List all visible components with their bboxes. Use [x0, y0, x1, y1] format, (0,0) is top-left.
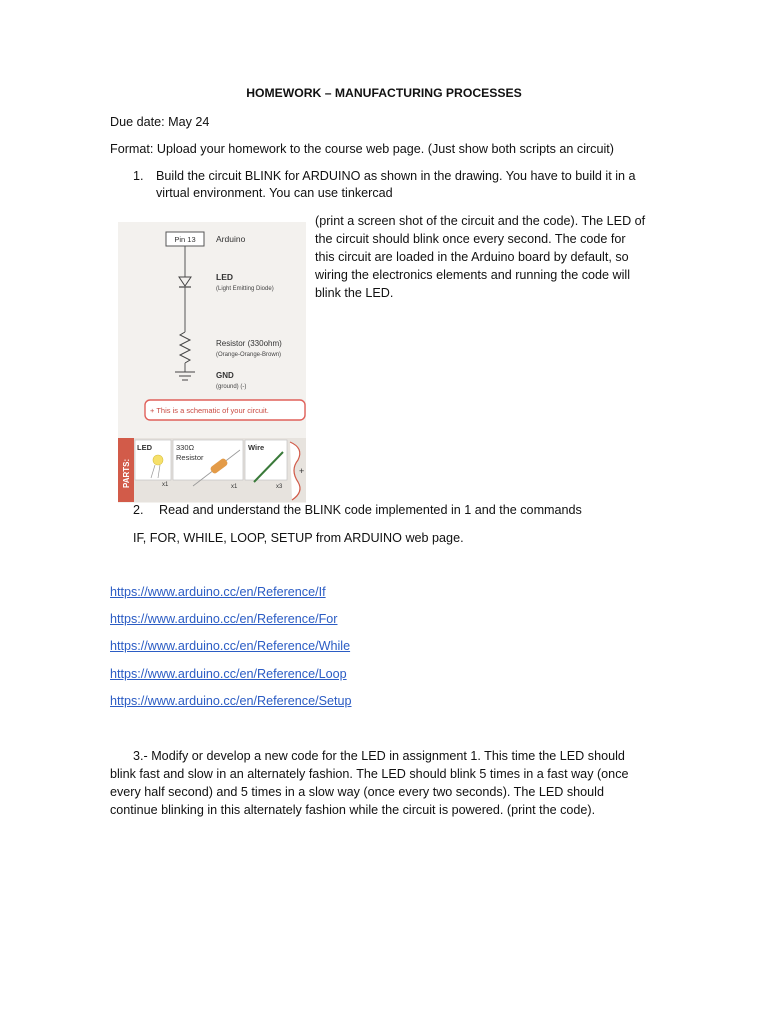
item2-number: 2.: [133, 503, 144, 517]
part-resistor-qty: x1: [231, 484, 238, 490]
resistor-label: Resistor (330ohm): [216, 339, 282, 348]
side-line: blink the LED.: [315, 286, 394, 300]
item3-line4: continue blinking in this alternately fashion while the circuit is powered. (print the code).: [110, 803, 596, 817]
gnd-sublabel: (ground) (-): [216, 384, 247, 390]
parts-strip: [118, 438, 306, 502]
due-date: Due date: May 24: [110, 115, 210, 129]
item1-line1: Build the circuit BLINK for ARDUINO as shown in the drawing. You have to build it in a: [156, 169, 636, 183]
item3-line1: 3.- Modify or develop a new code for the LED in assignment 1. This time the LED should: [133, 749, 625, 763]
part-led-qty: x1: [162, 482, 169, 488]
format-instructions: Format: Upload your homework to the course web page. (Just show both scripts an circuit): [110, 142, 614, 156]
item3-line3: every half second) and 5 times in a slow way (once every two seconds). The LED should: [110, 785, 604, 799]
part-resistor-label: Resistor: [176, 453, 204, 462]
item1-line2: virtual environment. You can use tinkercad: [156, 186, 393, 200]
gnd-label: GND: [216, 371, 234, 380]
led-part-icon: [153, 455, 163, 465]
link-reference-while[interactable]: https://www.arduino.cc/en/Reference/While: [110, 639, 351, 653]
side-line: this circuit are loaded in the Arduino board by default, so: [315, 250, 629, 264]
led-label: LED: [216, 272, 233, 282]
item1-side-text: [315, 212, 645, 302]
schematic-drawing: [118, 222, 306, 438]
document-title: HOMEWORK – MANUFACTURING PROCESSES: [246, 86, 522, 100]
resistor-sublabel: (Orange-Orange-Brown): [216, 352, 282, 358]
link-reference-if[interactable]: https://www.arduino.cc/en/Reference/If: [110, 585, 326, 599]
side-line: (print a screen shot of the circuit and the code). The LED of: [315, 214, 646, 228]
part-wire-label: Wire: [248, 443, 265, 452]
link-reference-setup[interactable]: https://www.arduino.cc/en/Reference/Setup: [110, 694, 352, 708]
item3-line2: blink fast and slow in an alternately fashion. The LED should blink 5 times in a fast way (once: [110, 767, 629, 781]
link-reference-for[interactable]: https://www.arduino.cc/en/Reference/For: [110, 612, 338, 626]
link-reference-loop[interactable]: https://www.arduino.cc/en/Reference/Loop: [110, 667, 347, 681]
circuit-schematic-figure: [118, 222, 306, 503]
part-resistor-value: 330Ω: [176, 443, 195, 452]
item2-line1: Read and understand the BLINK code implemented in 1 and the commands: [159, 503, 582, 517]
arduino-label: Arduino: [216, 234, 246, 244]
side-line: the circuit should blink once every second. The code for: [315, 232, 626, 246]
led-sublabel: (Light Emitting Diode): [216, 286, 274, 292]
part-led-label: LED: [137, 443, 152, 452]
side-line: wiring the electronics elements and running the code will: [315, 268, 631, 282]
parts-drawing: [118, 438, 306, 502]
parts-tab-label: PARTS:: [122, 458, 131, 488]
part-wire-qty: x3: [276, 484, 283, 490]
resistor-icon: [180, 332, 190, 363]
parts-plus: +: [299, 466, 305, 476]
pin-label: Pin 13: [174, 235, 196, 244]
diode-icon: [179, 277, 191, 286]
callout-text: + This is a schematic of your circuit.: [150, 406, 269, 415]
item2-line2: IF, FOR, WHILE, LOOP, SETUP from ARDUINO web page.: [133, 531, 464, 545]
item1-number: 1.: [133, 169, 144, 183]
